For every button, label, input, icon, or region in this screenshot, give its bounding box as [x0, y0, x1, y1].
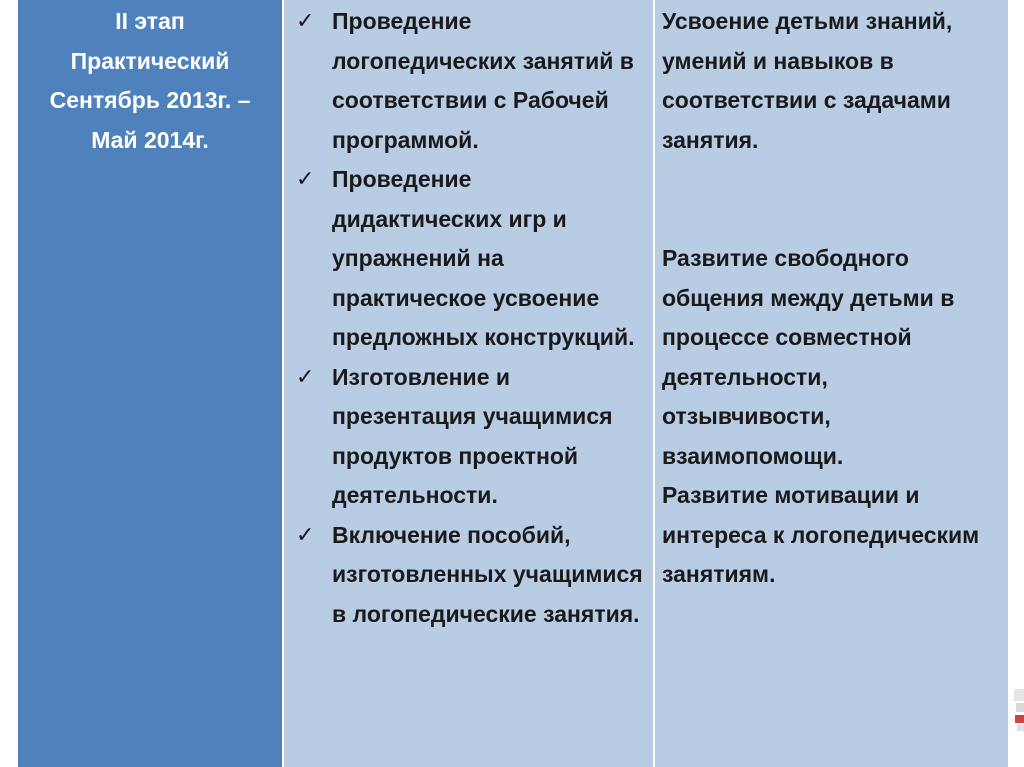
- corner-decoration-icon: [1010, 687, 1024, 737]
- results-cell: [655, 0, 1008, 767]
- action-text: Проведение дидактических игр и упражнений на практическое усвоение предложных конструкций.: [332, 166, 635, 350]
- stage-name: Практический: [70, 47, 230, 74]
- list-item: [284, 160, 653, 358]
- stage-table: [18, 0, 1008, 767]
- check-icon: ✓: [296, 167, 315, 192]
- list-item: [284, 2, 653, 160]
- list-item: [284, 358, 653, 516]
- action-text: Изготовление и презентация учащимися продуктов проектной деятельности.: [332, 363, 613, 508]
- result-motivation: Развитие мотивации и интереса к логопедическим занятиям.: [662, 482, 980, 587]
- list-item: [284, 516, 653, 635]
- stage-period-start: Сентябрь 2013г. –: [49, 87, 251, 113]
- stage-number: II этап: [115, 8, 185, 34]
- check-icon: ✓: [296, 522, 315, 548]
- action-text: Включение пособий, изготовленных учащимися в логопедические занятия.: [332, 521, 643, 627]
- spacer: [662, 160, 996, 239]
- actions-cell: [284, 0, 655, 767]
- result-communication: Развитие свободного общения между детьми в процессе совместной деятельности, отзывчивости, взаимопомощи.: [662, 245, 955, 469]
- stage-period-end: Май 2014г.: [91, 126, 209, 153]
- result-knowledge: Усвоение детьми знаний, умений и навыков в соответствии с задачами занятия.: [662, 8, 953, 153]
- action-text: Проведение логопедических занятий в соответствии с Рабочей программой.: [332, 8, 634, 153]
- check-icon: ✓: [296, 364, 315, 390]
- check-icon: ✓: [296, 9, 315, 34]
- actions-list: [284, 2, 653, 634]
- stage-cell: [18, 0, 284, 767]
